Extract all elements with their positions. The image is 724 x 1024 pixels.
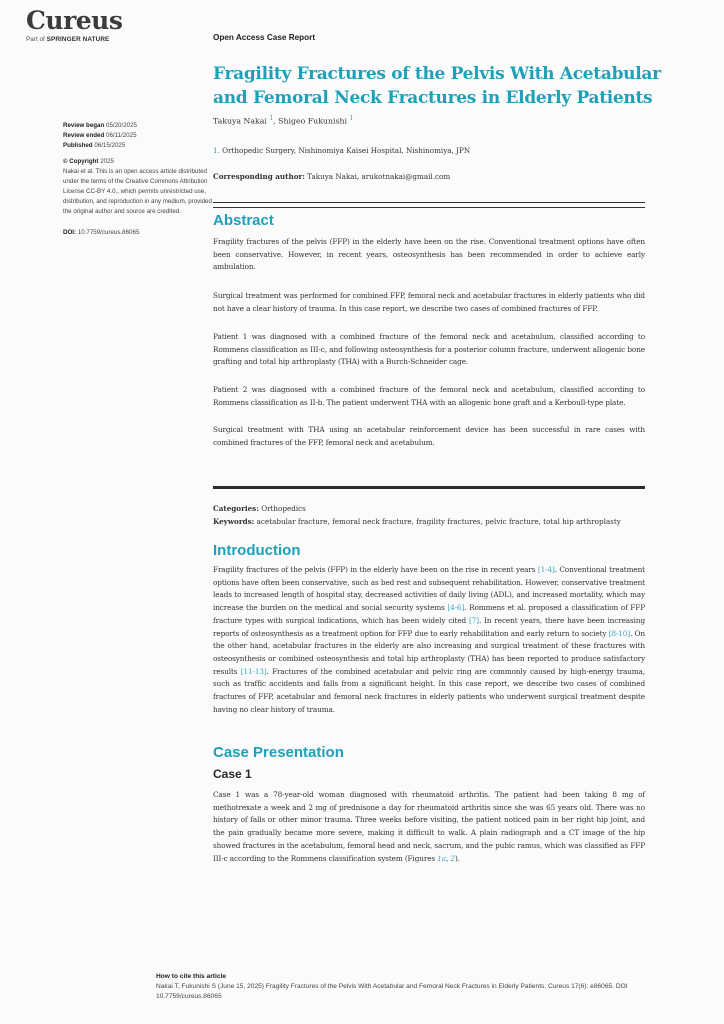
affiliation-text: Orthopedic Surgery, Nishinomiya Kaisei Hospital, Nishinomiya, JPN xyxy=(222,146,471,155)
case1-paragraph: Case 1 was a 78-year-old woman diagnosed with rheumatoid arthritis. The patient had been taking 8 mg of methotrexate a week and 2 mg of prednisone a day for rheumatoid arthritis since she was 65 years old. There was no history of falls or other minor trauma. Three weeks before visiting, the patient noticed pain in her right hip joint, and the pain gradually became more severe, making it difficult to walk. A plain radiograph and a CT image of the hip showed fractures in the acetabulum, femoral head and neck, sacrum, and the pubic ramus, which was classified as FFP III-c according to the Rommens classification system (Figures 1a, 2). xyxy=(213,790,645,863)
citation-link[interactable]: [8-10] xyxy=(608,628,631,638)
copyright-year: 2025 xyxy=(100,158,114,165)
published xyxy=(63,141,233,151)
how-to-cite-text: Nakai T, Fukunishi S (June 15, 2025) Fragility Fractures of the Pelvis With Acetabular and Femoral Neck Fractures in Elderly Patients. Cureus 17(6): e86065. DOI 10.7759/cureus.86065 xyxy=(156,983,628,1000)
abstract-paragraph: Surgical treatment with THA using an acetabular reinforcement device has been successful in rare cases with combined fractures of the FFP, femoral neck and acetabulum. xyxy=(213,425,645,447)
license-text: Nakai et al. This is an open access article distributed under the terms of the Creative Commons Attribution License CC-BY 4.0., which permits unrestricted use, distribution, and reproduction in any medium, provided the original author and source are credited. xyxy=(63,168,212,215)
review-ended xyxy=(63,131,233,141)
affiliation-number: 1. xyxy=(213,146,220,155)
case1-heading: Case 1 xyxy=(213,767,252,781)
categories-value[interactable]: Orthopedics xyxy=(261,504,306,513)
abstract-paragraph: Patient 1 was diagnosed with a combined fracture of the femoral neck and acetabulum, classified according to Rommens classification as III-c, and following osteosynthesis for a posterior column fracture, underwent allogenic bone grafting and total hip arthroplasty (THA) with a Burch-Schneider cage. xyxy=(213,332,645,367)
introduction-heading: Introduction xyxy=(213,542,301,559)
review-ended-date: 06/11/2025 xyxy=(106,132,137,139)
categories-label: Categories: xyxy=(213,504,259,513)
categories xyxy=(213,504,306,513)
review-ended-label: Review ended xyxy=(63,132,105,139)
abstract-paragraph: Fragility fractures of the pelvis (FFP) in the elderly have been on the rise. Conventional treatment options have often been conservative. However, in recent years, osteosynthesis has been recommended in order to achieve early ambulation. xyxy=(213,237,645,272)
doi-link[interactable]: 10.7759/cureus.86065 xyxy=(77,229,140,236)
keywords xyxy=(213,517,621,526)
doi xyxy=(63,228,233,238)
keywords-label: Keywords: xyxy=(213,517,255,526)
section-divider xyxy=(213,202,645,208)
corresponding-label: Corresponding author: xyxy=(213,172,305,181)
copyright xyxy=(63,157,233,167)
author-affil-marker: 1 xyxy=(349,115,354,122)
figure-link[interactable]: 2 xyxy=(450,853,455,863)
logo-sub-prefix: Part of xyxy=(26,36,45,43)
review-began-date: 05/20/2025 xyxy=(106,122,137,129)
author-name[interactable]: Shigeo Fukunishi xyxy=(278,116,347,126)
article-type-label: Open Access Case Report xyxy=(213,33,316,42)
how-to-cite xyxy=(156,972,676,1002)
section-divider xyxy=(213,486,645,489)
article-title: Fragility Fractures of the Pelvis With Acetabular and Femoral Neck Fractures in Elderly Patients xyxy=(213,64,661,108)
abstract-paragraph: Patient 2 was diagnosed with a combined fracture of the femoral neck and acetabulum, classified according to Rommens classification as II-b. The patient underwent THA with an allogenic bone graft and a Kerboull-type plate. xyxy=(213,385,645,407)
case-presentation-heading: Case Presentation xyxy=(213,744,344,761)
logo-wordmark: Cureus xyxy=(26,6,123,35)
author-name[interactable]: Takuya Nakai xyxy=(213,116,267,126)
abstract-heading: Abstract xyxy=(213,212,274,229)
abstract-paragraph: Surgical treatment was performed for combined FFP, femoral neck and acetabular fractures in elderly patients who did not have a clear history of trauma. In this case report, we describe two cases of combined fractures of FFP. xyxy=(213,291,645,313)
copyright-label: © Copyright xyxy=(63,158,99,165)
published-date: 06/15/2025 xyxy=(94,142,126,149)
corresponding-author xyxy=(213,172,450,181)
review-began-label: Review began xyxy=(63,122,105,129)
citation-link[interactable]: [4-6] xyxy=(447,603,465,613)
how-to-cite-title: How to cite this article xyxy=(156,973,226,980)
citation-link[interactable]: [1-4] xyxy=(537,565,555,574)
published-label: Published xyxy=(63,142,93,149)
review-began xyxy=(63,121,233,131)
figure-link[interactable]: 1a xyxy=(437,853,446,863)
logo-sub-brand: SPRINGER NATURE xyxy=(46,36,110,43)
article-sidebar xyxy=(63,121,233,238)
cureus-logo[interactable] xyxy=(26,8,122,43)
doi-label: DOI: xyxy=(63,229,77,236)
author-affil-marker: 1 xyxy=(269,115,274,122)
author-list xyxy=(213,115,353,126)
affiliation xyxy=(213,146,470,155)
author-separator: , xyxy=(273,116,279,126)
keywords-value: acetabular fracture, femoral neck fracture, fragility fractures, pelvic fracture, total hip arthroplasty xyxy=(256,517,621,526)
logo-subtitle xyxy=(26,36,122,43)
introduction-paragraph: Fragility fractures of the pelvis (FFP) in the elderly have been on the rise in recent years [1-4]. Conventional treatment options have often been conservative, such as bed rest and subsequent rehabilitation. However, conservative treatment leads to increased length of hospital stay, decreased activities of daily living (ADL), and increased mortality, which may increase the burden on the medical and social security systems [4-6]. Rommens et al. proposed a classification of FFP fracture types with surgical indications, which has been widely cited [7]. In recent years, there have been increasing reports of osteosynthesis as a treatment option for FFP due to early rehabilitation and early return to society [8-10]. On the other hand, acetabular fractures in the elderly are also increasing and surgical treatment of these fractures with osteosynthesis or combined osteosynthesis and total hip arthroplasty (THA) has been reported to produce satisfactory results [11-13]. Fractures of the combined acetabular and pelvic ring are commonly caused by high-energy trauma, such as traffic accidents and falls from a significant height. In this case report, we describe two cases of combined fractures of FFP, acetabular and femoral neck fractures in elderly patients who underwent surgical treatment despite having no clear history of trauma. xyxy=(213,565,645,714)
citation-link[interactable]: [11-13] xyxy=(240,666,267,676)
citation-link[interactable]: [7] xyxy=(469,615,479,625)
corresponding-value[interactable]: Takuya Nakai, arukotnakai@gmail.com xyxy=(307,172,451,181)
